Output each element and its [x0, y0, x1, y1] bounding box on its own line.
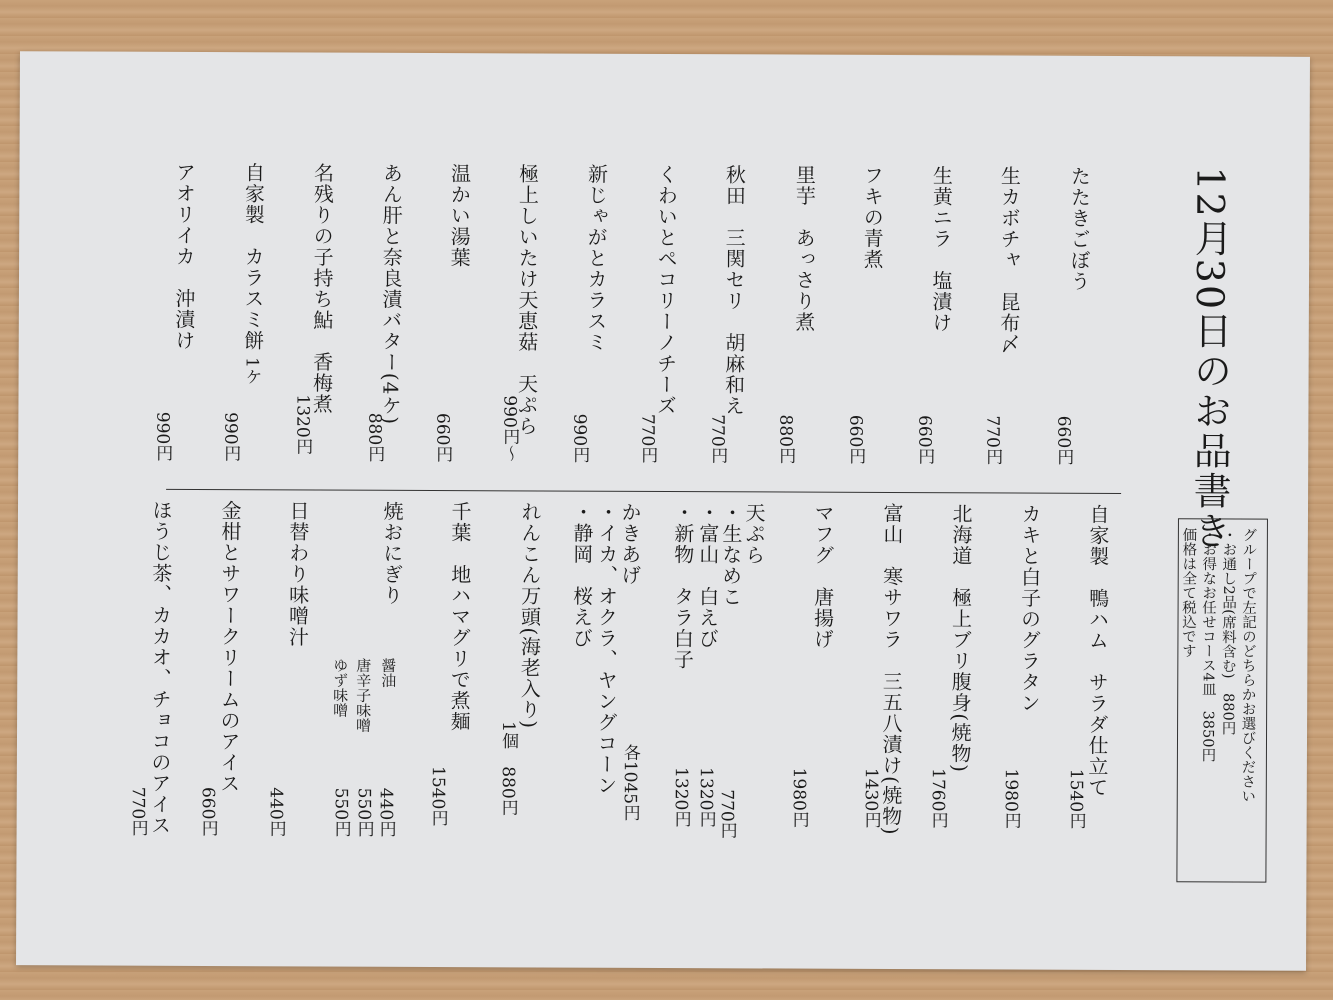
item-price: 880円 [775, 414, 796, 465]
item-name: ・イカ、オクラ、ヤングコーン [593, 501, 620, 796]
item-price: 990円 [152, 411, 173, 462]
group-heading: かきあげ [617, 501, 643, 586]
item-price: 880円 [497, 766, 518, 816]
note-line: 価格は全て税込です [1179, 527, 1197, 658]
item-price: 1980円 [788, 767, 809, 828]
item-price: 990円 [220, 412, 241, 462]
variant-name: 唐辛子味噌 [354, 657, 373, 733]
menu-title: 12月30日のお品書き [1186, 166, 1233, 552]
item-price: 770円 [127, 786, 148, 837]
item-name: 生黄ニラ 塩漬け [928, 165, 954, 334]
item-name: ・富山 白えび [695, 502, 721, 650]
note-box [1176, 518, 1268, 882]
item-price: 1430円 [860, 767, 881, 829]
item-price: 660円 [432, 412, 453, 463]
item-price: 770円 [982, 415, 1003, 465]
item-name: あん肝と奈良漬バター(4ケ) [378, 162, 404, 426]
item-name: 温かい湯葉 [447, 163, 472, 269]
item-price: 770円 [707, 414, 728, 464]
item-price: 1320円 [292, 394, 313, 455]
item-name: フキの青煮 [860, 164, 885, 270]
variant-price: 550円 [330, 787, 351, 838]
variant-price: 440円 [375, 787, 396, 838]
item-name: 生カボチャ 昆布〆 [996, 165, 1022, 355]
variant-name: ゆず味噌 [331, 657, 350, 718]
item-price: 660円 [197, 786, 218, 837]
item-name: ・新物 タラ白子 [670, 502, 696, 671]
item-price: 1540円 [1065, 768, 1086, 830]
item-name: ・生なめこ [718, 502, 744, 608]
item-name: 名残りの子持ち鮎 香梅煮 [309, 162, 335, 415]
item-name: たたきごぼう [1066, 165, 1092, 292]
item-price: 1320円 [670, 767, 691, 828]
item-name: 里芋 あっさり煮 [791, 164, 817, 333]
item-name: 自家製 カラスミ餅 [240, 162, 266, 352]
item-name: 自家製 鴨ハム サラダ仕立て [1084, 503, 1111, 798]
item-name: れんこん万頭(海老入り) [517, 501, 543, 730]
item-name: 焼おにぎり [379, 500, 405, 606]
item-price: 440円 [265, 787, 286, 837]
menu-sheet [16, 51, 1310, 971]
item-price: 770円 [637, 413, 658, 464]
item-name: ほうじ茶、カカオ、チョコのアイス [147, 499, 174, 836]
item-name: 北海道 極上ブリ腹身(焼物) [947, 503, 974, 773]
item-name: 秋田 三関セリ 胡麻和え [721, 164, 747, 417]
note-line: グループで左記のどちらかお選びください [1239, 527, 1257, 804]
item-price: 660円 [845, 414, 866, 465]
item-name: アオリイカ 沖漬け [171, 161, 197, 351]
item-name: ・静岡 桜えび [569, 501, 595, 649]
item-price: 660円 [1053, 415, 1074, 466]
item-price: 1540円 [427, 765, 448, 827]
note-line: ・お得なお任せコース4皿 3850円 [1199, 527, 1217, 763]
item-price: 660円 [914, 415, 935, 465]
item-price: 990円 [569, 413, 590, 464]
item-price: 各1045円 [619, 743, 640, 822]
variant-name: 醤油 [379, 657, 398, 688]
item-name: マフグ 唐揚げ [810, 502, 836, 650]
item-qty: 1個 [497, 721, 519, 750]
item-name: 千葉 地ハマグリで煮麺 [447, 501, 473, 733]
item-name: 富山 寒サワラ 三五八漬け(焼物) [878, 502, 905, 836]
item-price: 770円 [716, 789, 737, 839]
item-name: 日替わり味噌汁 [285, 500, 311, 648]
item-price: 880円 [364, 412, 385, 463]
item-qty: 1ケ [241, 357, 262, 386]
note-line: ・お通し2品(席料含む) 880円 [1219, 527, 1237, 736]
item-name: 極上しいたけ天恵菇 天ぷら [514, 163, 540, 437]
section-divider [166, 489, 1121, 494]
variant-price: 550円 [353, 787, 374, 838]
group-heading: 天ぷら [741, 502, 767, 566]
item-price: 1980円 [1000, 768, 1021, 829]
item-name: 新じゃがとカラスミ [583, 163, 609, 353]
item-name: 金柑とサワークリームのアイス [216, 500, 243, 795]
item-name: くわいとペコリーノチーズ [653, 163, 679, 417]
item-name: カキと白子のグラタン [1017, 503, 1043, 714]
item-price: 1760円 [927, 768, 948, 829]
item-price: 1320円 [695, 767, 716, 828]
item-price: 990円～ [499, 395, 520, 462]
